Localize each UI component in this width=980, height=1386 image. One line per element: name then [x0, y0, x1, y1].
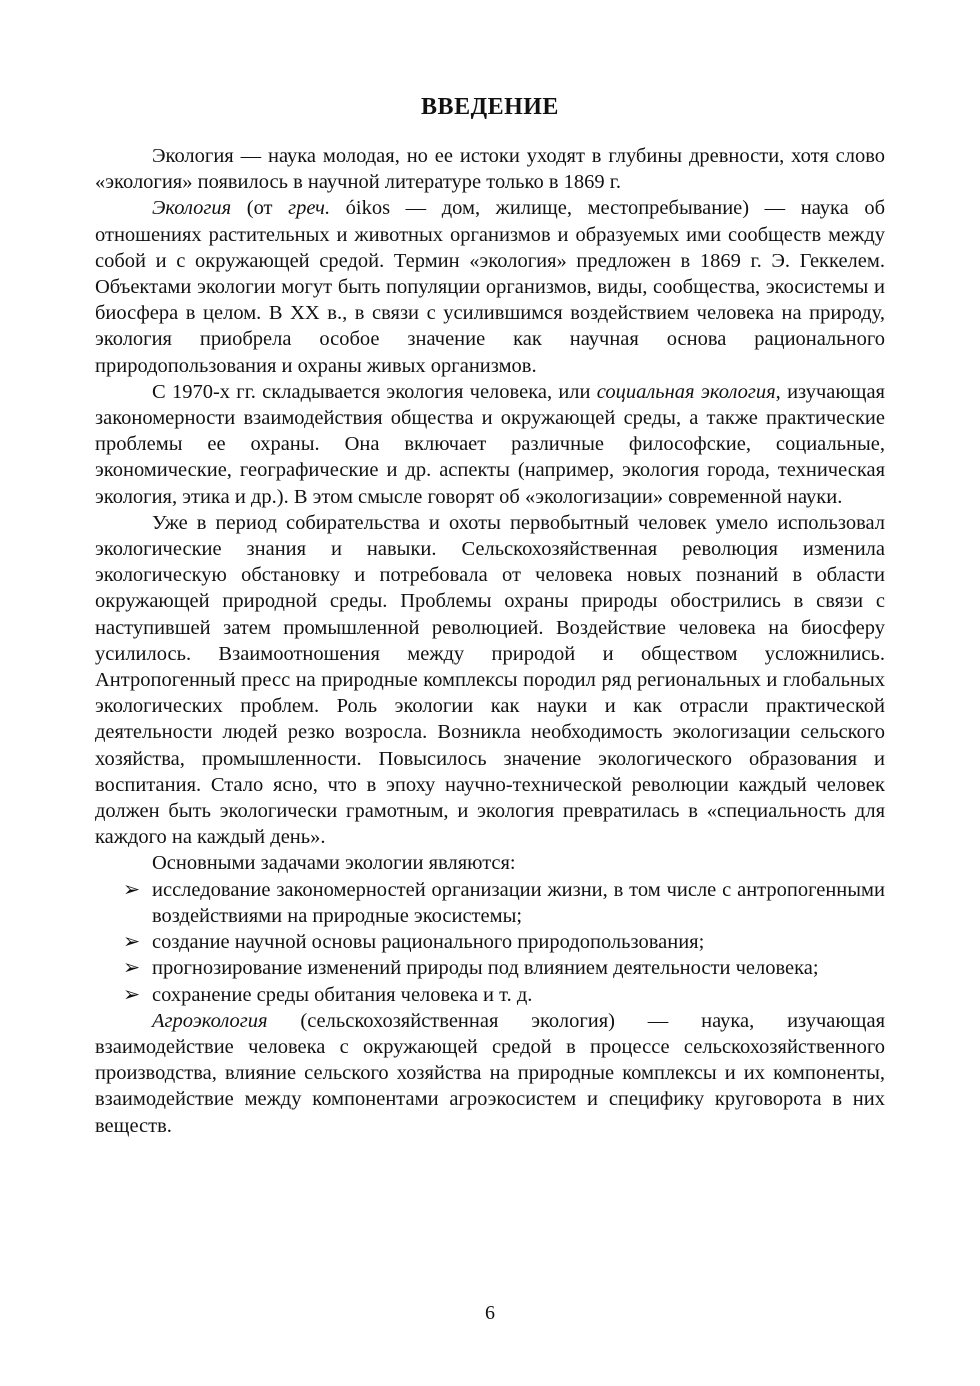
paragraph-text: (от	[231, 197, 289, 220]
term-ecology: Экология	[152, 197, 232, 220]
page-number: 6	[485, 1302, 495, 1324]
paragraph-history	[95, 510, 885, 851]
paragraph-text: (сельскохозяйственная экология) — наука, изучающая взаимодействие человека с окружающей средой в процессе сельскохозяйственного производства, влияние сельского хозяйства на природные комплексы и их компоненты, взаимодействие между компонентами агроэкосистем и специфику круговорота в них веществ.	[95, 1009, 885, 1137]
paragraph-agroecology	[95, 1008, 885, 1139]
list-item-text: прогнозирование изменений природы под влиянием деятельности человека;	[152, 957, 819, 980]
main-text	[95, 143, 885, 1139]
paragraph-text: С 1970-х гг. складывается экология человека, или	[152, 380, 597, 403]
paragraph-definition	[95, 195, 885, 378]
list-item-text: исследование закономерностей организации жизни, в том числе с антропогенными воздействиями на природные экосистемы;	[152, 878, 885, 927]
list-item	[95, 982, 885, 1008]
paragraph-text: , изучающая закономерности взаимодействия общества и окружающей среды, а также практические проблемы ее охраны. Она включает различные философские, социальные, экономические, географические и др. аспекты (например, экология города, техническая экология, этика и др.). В этом смысле говорят об «экологизации» современной науки.	[95, 380, 885, 508]
arrow-bullet-icon: ➢	[123, 878, 141, 901]
paragraph-tasks-intro	[95, 850, 885, 876]
paragraph-intro	[95, 143, 885, 195]
list-item	[95, 877, 885, 929]
term-social-ecology: социальная экология	[596, 380, 776, 403]
tasks-list	[95, 877, 885, 1008]
paragraph-text: Уже в период собирательства и охоты первобытный человек умело использовал экологические знания и навыки. Сельскохозяйственная революция изменила экологическую обстановку и потребовала от человека новых познаний в области окружающей природной среды. Проблемы охраны природы обострились в связи с наступившей затем промышленной революцией. Воздействие человека на биосферу усилилось. Взаимоотношения между природой и обществом усложнились. Антропогенный пресс на природные комплексы породил ряд региональных и глобальных экологических проблем. Роль экологии как науки и как отрасли практической деятельности людей резко возросла. Возникла необходимость экологизации сельского хозяйства, промышленности. Повысилось значение экологического образования и воспитания. Стало ясно, что в эпоху научно-технической революции каждый человек должен быть экологически грамотным, и экология превратилась в «специальность для каждого на каждый день».	[95, 511, 885, 849]
paragraph-text: Экология — наука молодая, но ее истоки уходят в глубины древности, хотя слово «экология» появилось в научной литературе только в 1869 г.	[95, 145, 885, 194]
list-item-text: сохранение среды обитания человека и т. д.	[152, 983, 533, 1006]
arrow-bullet-icon: ➢	[123, 957, 141, 980]
arrow-bullet-icon: ➢	[123, 983, 141, 1006]
arrow-bullet-icon: ➢	[123, 931, 141, 954]
list-item	[95, 955, 885, 981]
page-title: ВВЕДЕНИЕ	[421, 94, 559, 120]
abbrev-greek: греч.	[288, 197, 331, 220]
list-item-text: создание научной основы рационального природопользования;	[152, 931, 705, 954]
paragraph-social-ecology	[95, 379, 885, 510]
paragraph-text: óikos — дом, жилище, местопребывание) — наука об отношениях растительных и животных организмов и образуемых ими сообществ между собой и с окружающей средой. Термин «экология» предложен в 1869 г. Э. Геккелем. Объектами экологии могут быть популяции организмов, виды, сообщества, экосистемы и биосфера в целом. В XX в., в связи с усилившимся воздействием человека на природу, экология приобрела особое значение как научная основа рационального природопользования и охраны живых организмов.	[95, 197, 885, 377]
paragraph-text: Основными задачами экологии являются:	[152, 852, 516, 875]
term-agroecology: Агроэкология	[152, 1009, 268, 1032]
list-item	[95, 929, 885, 955]
